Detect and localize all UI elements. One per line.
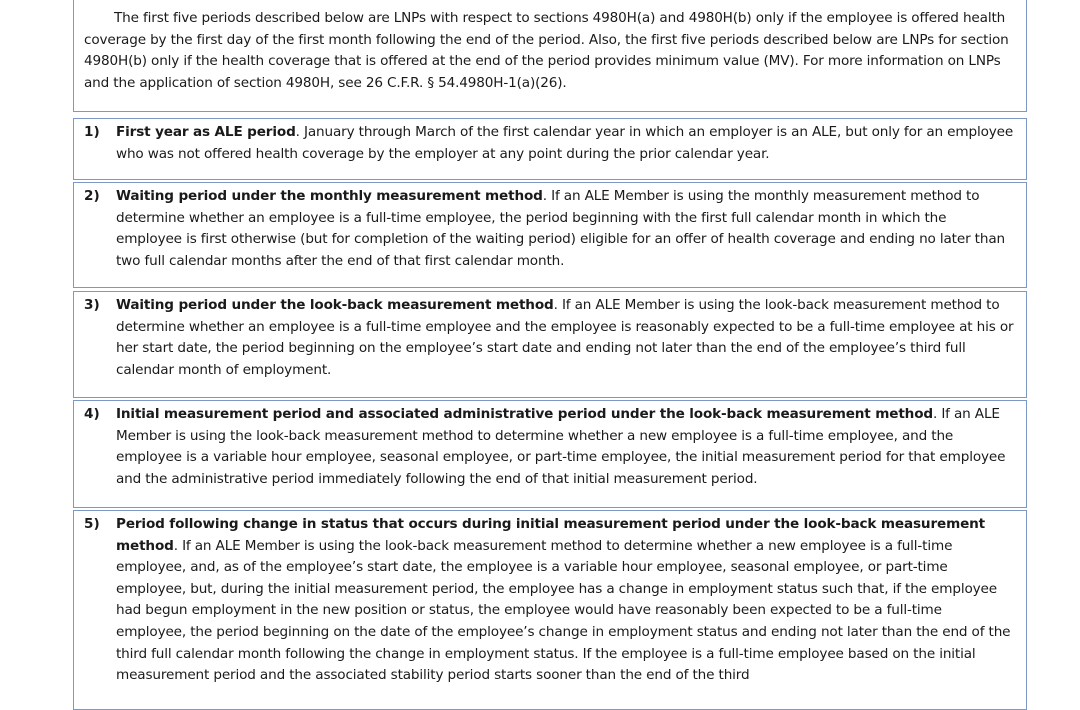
lnp-item-2 bbox=[73, 182, 1027, 288]
item-text bbox=[116, 514, 1016, 687]
item-heading: First year as ALE period bbox=[116, 124, 296, 140]
item-text bbox=[116, 295, 1016, 381]
item-body: . If an ALE Member is using the look-back measurement method to determine whether a new employee is a full-time employee, and, as of the employee’s start date, the employee is a variable hour employee, seasonal employee, or part-time employee, but, during the initial measurement period, the employee has a change in employment status such that, if the employee had begun employment in the new position or status, the employee would have reasonably been expected to be a full-time employee, the period beginning on the date of the employee’s change in employment status and ending not later than the end of the third full calendar month following the change in employment status. If the employee is a full-time employee based on the initial measurement period and the associated stability period starts sooner than the end of the third bbox=[116, 537, 1011, 684]
item-heading: Period following change in status that occurs during initial measurement period under the look-back measurement method bbox=[116, 516, 986, 554]
item-heading: Waiting period under the look-back measurement method bbox=[116, 297, 554, 313]
lnp-item-3 bbox=[73, 291, 1027, 398]
item-body: . If an ALE Member is using the look-back measurement method to determine whether a new employee is a full-time employee, and the employee is a variable hour employee, seasonal employee, or part-time employee, the initial measurement period for that employee and the administrative period immediately following the end of that initial measurement period. bbox=[116, 406, 1006, 487]
item-heading: Initial measurement period and associated administrative period under the look-back measurement method bbox=[116, 406, 933, 422]
item-number: 1) bbox=[84, 124, 100, 140]
item-text bbox=[116, 404, 1016, 490]
item-number: 2) bbox=[84, 188, 100, 204]
item-text bbox=[116, 122, 1016, 165]
item-body: . If an ALE Member is using the look-back measurement method to determine whether an employee is a full-time employee and the employee is reasonably expected to be a full-time employee at his or her start date, the period beginning on the employee’s start date and ending not later than the end of the employee’s third full calendar month of employment. bbox=[116, 297, 1014, 378]
item-number: 5) bbox=[84, 516, 100, 532]
item-number: 4) bbox=[84, 406, 100, 422]
item-body: . If an ALE Member is using the monthly measurement method to determine whether an employee is a full-time employee, the period beginning with the first full calendar month in which the employee is first otherwise (but for completion of the waiting period) eligible for an offer of health coverage and ending no later than two full calendar months after the end of that first calendar month. bbox=[116, 188, 1005, 269]
lnp-item-4 bbox=[73, 400, 1027, 508]
item-heading: Waiting period under the monthly measurement method bbox=[116, 188, 543, 204]
item-text bbox=[116, 186, 1016, 272]
item-number: 3) bbox=[84, 297, 100, 313]
lnp-item-5 bbox=[73, 510, 1027, 710]
item-body: . January through March of the first calendar year in which an employer is an ALE, but only for an employee who was not offered health coverage by the employer at any point during the prior calendar year. bbox=[116, 124, 1014, 162]
lnp-item-1 bbox=[73, 118, 1027, 180]
intro-box bbox=[73, 0, 1027, 112]
intro-paragraph: The first five periods described below are LNPs with respect to sections 4980H(a) and 4980H(b) only if the employee is offered health coverage by the first day of the first month following the end of the period. Also, the first five periods described below are LNPs for section 4980H(b) only if the health coverage that is offered at the end of the period provides minimum value (MV). For more information on LNPs and the application of section 4980H, see 26 C.F.R. § 54.4980H-1(a)(26). bbox=[84, 10, 1009, 91]
